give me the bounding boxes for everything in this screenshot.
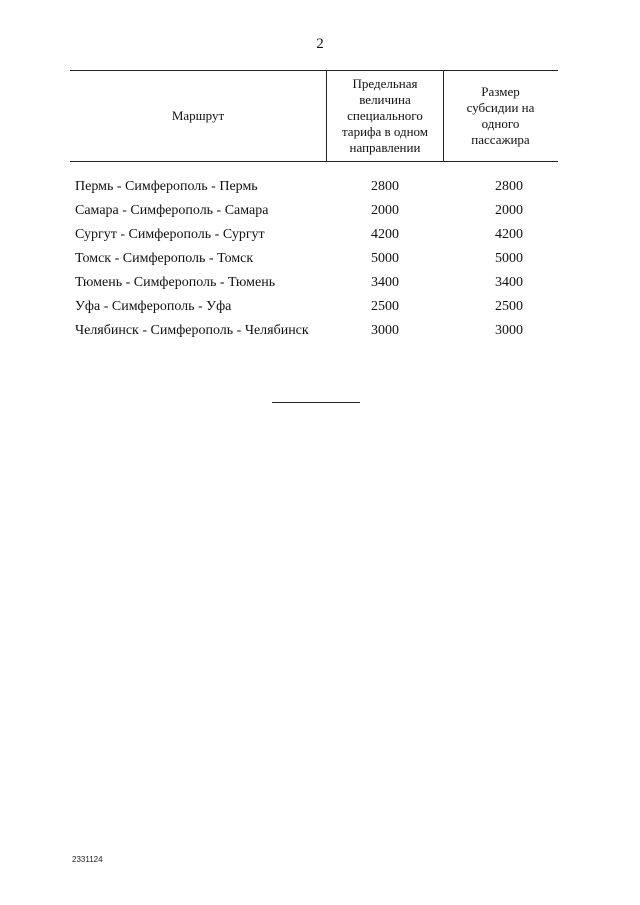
- table-row: [75, 319, 558, 343]
- tariff-cell: 2000: [371, 203, 399, 218]
- table-row: [75, 295, 558, 319]
- tariff-cell: 3000: [371, 323, 399, 338]
- table-row: [75, 247, 558, 271]
- table-header: [70, 70, 558, 162]
- route-cell: Пермь - Симферополь - Пермь: [75, 179, 258, 194]
- tariff-cell: 3400: [371, 275, 399, 290]
- page-number: 2: [316, 36, 324, 52]
- subsidy-cell: 2800: [495, 179, 523, 194]
- subsidy-cell: 2500: [495, 299, 523, 314]
- route-cell: Томск - Симферополь - Томск: [75, 251, 254, 266]
- tariff-cell: 2500: [371, 299, 399, 314]
- subsidy-cell: 2000: [495, 203, 523, 218]
- table-row: [75, 175, 558, 199]
- table-row: [75, 223, 558, 247]
- route-cell: Сургут - Симферополь - Сургут: [75, 227, 265, 242]
- header-subsidy: Размер субсидии на одного пассажира: [466, 84, 535, 147]
- route-cell: Челябинск - Симферополь - Челябинск: [75, 323, 309, 338]
- subsidy-cell: 5000: [495, 251, 523, 266]
- document-code: 2331124: [72, 855, 103, 864]
- table-body: [75, 175, 558, 343]
- header-route: Маршрут: [171, 108, 225, 123]
- subsidy-cell: 4200: [495, 227, 523, 242]
- end-divider: [272, 402, 360, 403]
- tariff-cell: 2800: [371, 179, 399, 194]
- route-cell: Уфа - Симферополь - Уфа: [75, 299, 232, 314]
- table-row: [75, 199, 558, 223]
- subsidy-cell: 3000: [495, 323, 523, 338]
- tariff-cell: 5000: [371, 251, 399, 266]
- tariff-cell: 4200: [371, 227, 399, 242]
- route-cell: Тюмень - Симферополь - Тюмень: [75, 275, 276, 290]
- subsidy-cell: 3400: [495, 275, 523, 290]
- header-tariff: Предельная величина специального тарифа в одном направлении: [326, 71, 444, 161]
- table-row: [75, 271, 558, 295]
- route-cell: Самара - Симферополь - Самара: [75, 203, 269, 218]
